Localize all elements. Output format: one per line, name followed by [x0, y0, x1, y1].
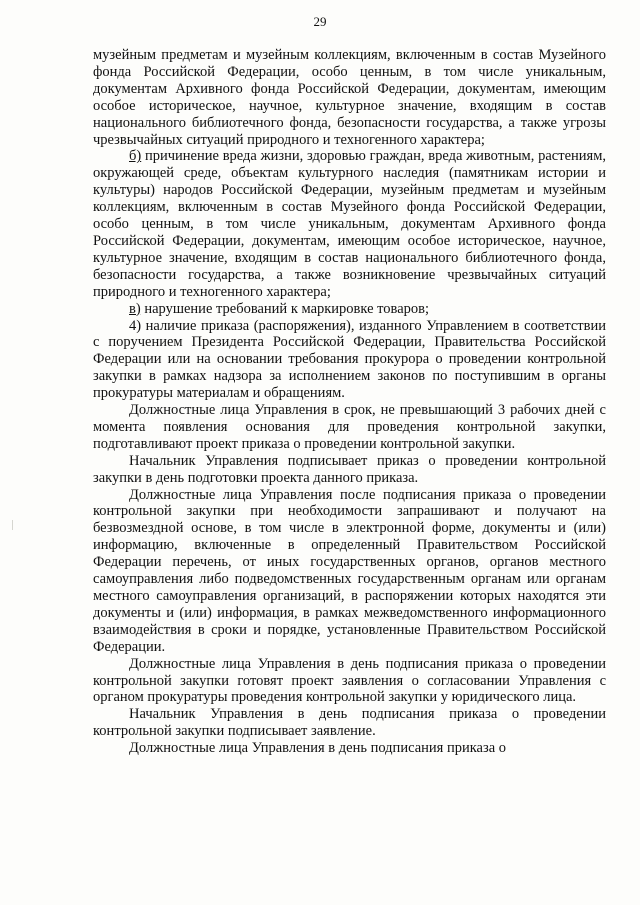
- document-body: [93, 47, 606, 757]
- paragraph-sign-statement: Начальник Управления в день подписания приказа о проведении контрольной закупки подписывает заявление.: [93, 706, 606, 740]
- item-v-text: нарушение требований к маркировке товаров;: [140, 300, 430, 317]
- item-marker-v: в): [129, 300, 141, 317]
- paragraph-request-documents: Должностные лица Управления после подписания приказа о проведении контрольной закупки при необходимости запрашивают и получают на безвозмездной основе, в том числе в электронной форме, документы и (или) информацию, включенные в определенный Правительством Российской Федерации перечень, от иных государственных органов, органов местного самоуправления либо подведомственных государственным органам или органам местного самоуправления организаций, в распоряжении которых находятся эти документы и (или) информация, в рамках межведомственного информационного взаимодействия в сроки и порядке, установленные Правительством Российской Федерации.: [93, 486, 606, 655]
- paragraph-trailing: Должностные лица Управления в день подписания приказа о: [129, 740, 507, 757]
- paragraph-item-v: [93, 301, 606, 318]
- page-number: 29: [313, 14, 327, 29]
- paragraph-continuation: музейным предметам и музейным коллекциям, включенным в состав Музейного фонда Российской Федерации, особо ценным, в том числе уникальным, документам Архивного фонда Российской Федерации, документам, имеющим особое историческое, научное, культурное значение, входящим в состав национального библиотечного фонда, безопасности государства, а также угрозы чрезвычайных ситуаций природного и техногенного характера;: [93, 47, 606, 148]
- paragraph-sign-order: Начальник Управления подписывает приказ о проведении контрольной закупки в день подготовки проекта данного приказа.: [93, 452, 606, 486]
- paragraph-prepare-order: Должностные лица Управления в срок, не превышающий 3 рабочих дней с момента появления основания для проведения контрольной закупки, подготавливают проект приказа о проведении контрольной закупки.: [93, 402, 606, 452]
- paragraph-prosecutor-statement: Должностные лица Управления в день подписания приказа о проведении контрольной закупки готовят проект заявления о согласовании Управления с органом прокуратуры проведения контрольной закупки у юридического лица.: [93, 655, 606, 706]
- item-marker-b: б): [129, 148, 142, 165]
- paragraph-item-4: 4) наличие приказа (распоряжения), изданного Управлением в соответствии с поручением Президента Российской Федерации, Правительства Российской Федерации или на основании требования прокурора о проведении контрольной закупки в рамках надзора за исполнением законов по поступившим в органы прокуратуры материалам и обращениям.: [93, 317, 606, 402]
- paragraph-item-b: [93, 148, 606, 300]
- item-b-text: причинение вреда жизни, здоровью граждан, вреда животным, растениям, окружающей среде, объектам культурного наследия (памятникам истории и культуры) народов Российской Федерации, музейным предметам и музейным коллекциям, включенным в состав Музейного фонда Российской Федерации, особо ценным, в том числе уникальным, документам Архивного фонда Российской Федерации, документам, имеющим особое историческое, научное, культурное значение, входящим в состав национального библиотечного фонда, безопасности государства, а также возникновение чрезвычайных ситуаций природного и техногенного характера;: [93, 148, 606, 300]
- scan-artifact-line: [12, 520, 13, 530]
